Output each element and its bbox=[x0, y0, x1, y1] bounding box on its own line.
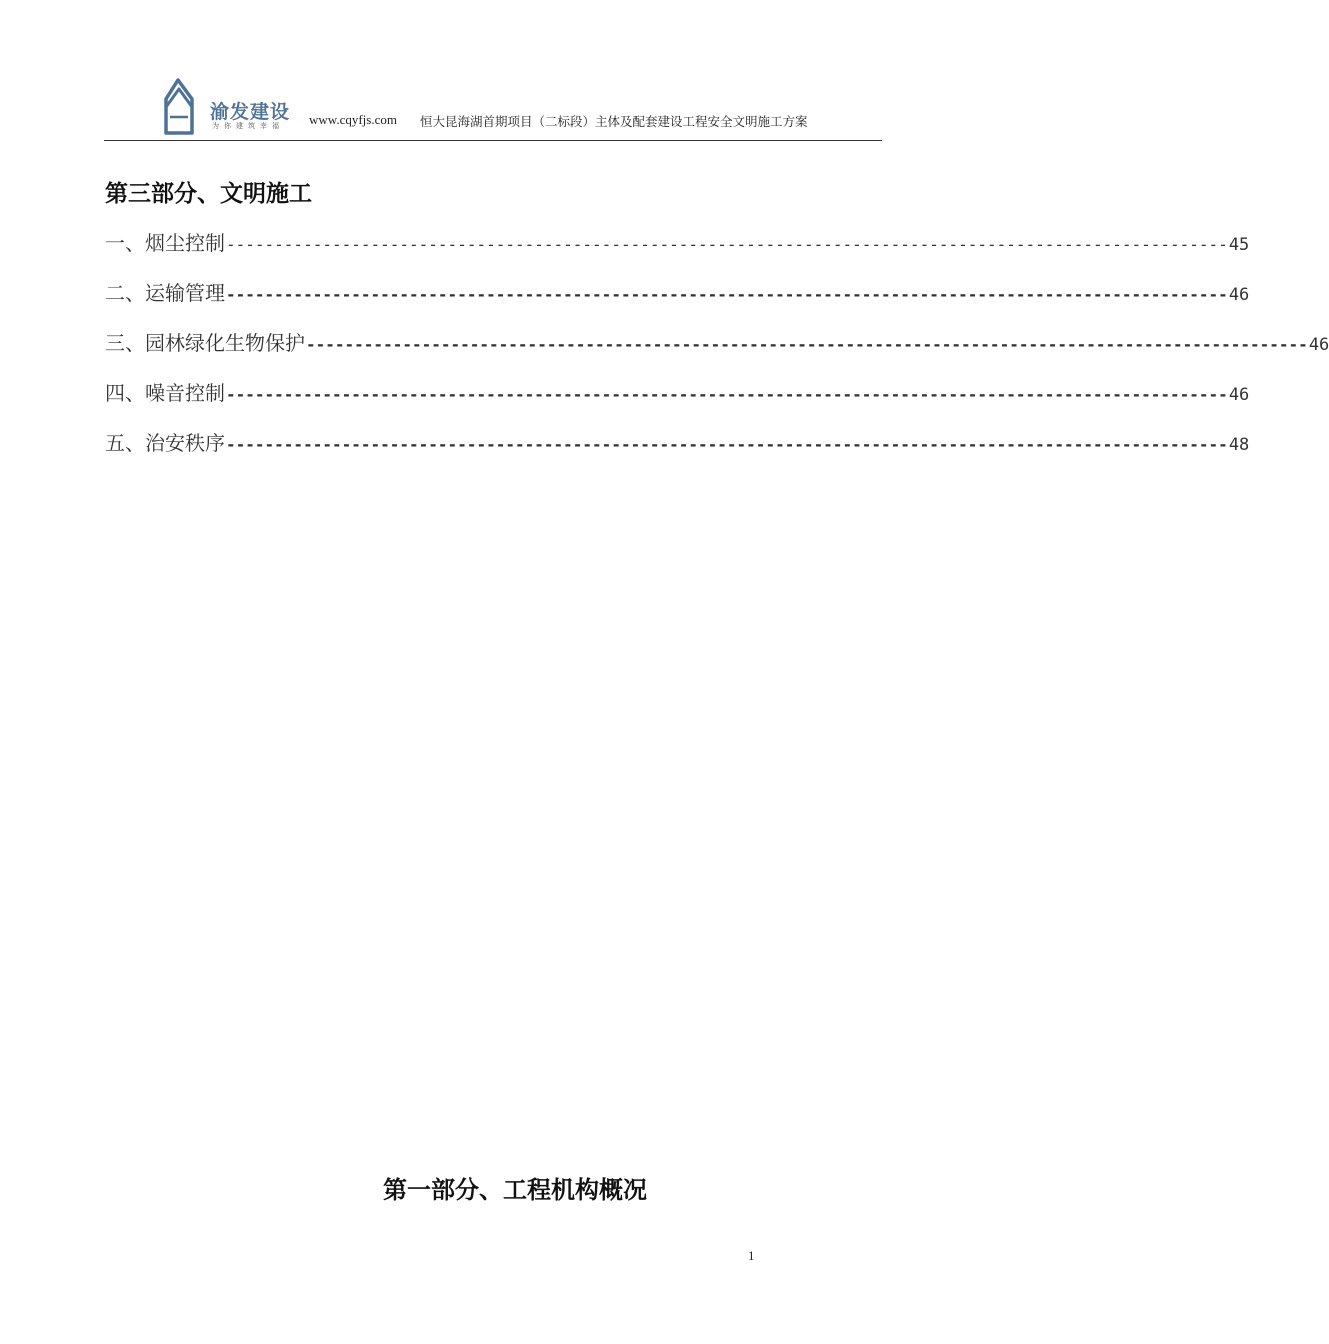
toc-leader: -------------------------------------------------------------------------------------------------------- bbox=[226, 435, 1228, 454]
toc-entry[interactable] bbox=[105, 327, 1329, 377]
toc-entry-label: 一、烟尘控制 bbox=[105, 231, 225, 255]
toc-leader: -------------------------------------------------------------------------------------------------------- bbox=[226, 235, 1228, 254]
toc-leader: -------------------------------------------------------------------------------------------------------- bbox=[226, 285, 1228, 304]
toc-entry-page: 46 bbox=[1308, 335, 1329, 355]
toc-entry-page: 46 bbox=[1228, 285, 1250, 305]
header-divider bbox=[104, 140, 882, 141]
toc-entry-page: 48 bbox=[1228, 435, 1250, 455]
toc-entry[interactable] bbox=[105, 227, 1250, 277]
company-logo bbox=[158, 77, 298, 135]
header-document-title: 恒大昆海湖首期项目（二标段）主体及配套建设工程安全文明施工方案 bbox=[420, 114, 808, 129]
toc-entry-page: 46 bbox=[1228, 385, 1250, 405]
section-heading: 第三部分、文明施工 bbox=[105, 180, 312, 207]
toc-entry-label: 二、运输管理 bbox=[105, 281, 225, 305]
part-heading: 第一部分、工程机构概况 bbox=[383, 1175, 647, 1204]
toc-entry-label: 五、治安秩序 bbox=[105, 431, 225, 455]
toc-leader: -------------------------------------------------------------------------------------------------------- bbox=[306, 335, 1308, 354]
toc-entry-label: 三、园林绿化生物保护 bbox=[105, 331, 305, 355]
table-of-contents bbox=[105, 227, 1329, 477]
toc-entry-page: 45 bbox=[1228, 235, 1250, 255]
toc-entry[interactable] bbox=[105, 277, 1250, 327]
toc-leader: -------------------------------------------------------------------------------------------------------- bbox=[226, 385, 1228, 404]
page-header bbox=[0, 0, 950, 142]
logo-name: 渝发建设 bbox=[210, 101, 291, 123]
header-website: www.cqyfjs.com bbox=[309, 112, 397, 127]
logo-slogan: 为你建筑幸福 bbox=[212, 122, 284, 130]
toc-entry[interactable] bbox=[105, 377, 1250, 427]
house-logo-icon bbox=[158, 77, 208, 135]
page-number: 1 bbox=[748, 1248, 755, 1263]
toc-entry[interactable] bbox=[105, 427, 1250, 477]
toc-entry-label: 四、噪音控制 bbox=[105, 381, 225, 405]
